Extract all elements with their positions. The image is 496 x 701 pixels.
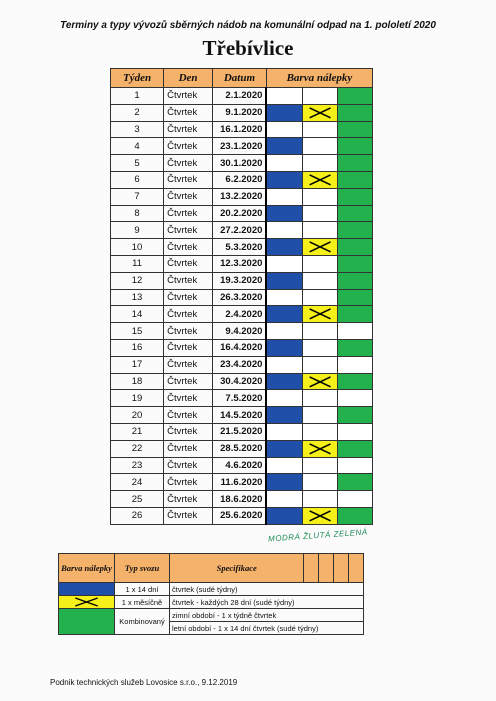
- blue-sticker-cell: [266, 507, 302, 524]
- day-cell: Čtvrtek: [164, 491, 213, 508]
- legend-header-row: [59, 554, 364, 583]
- week-cell: 5: [111, 155, 164, 172]
- yellow-sticker-cell: [302, 339, 337, 356]
- green-sticker-cell: [337, 255, 372, 272]
- cross-mark-icon: [303, 172, 337, 188]
- week-cell: 9: [111, 222, 164, 239]
- table-row: [111, 323, 373, 340]
- day-cell: Čtvrtek: [164, 155, 213, 172]
- day-cell: Čtvrtek: [164, 222, 213, 239]
- green-sticker-cell: [337, 323, 372, 340]
- table-row: [111, 222, 373, 239]
- table-row: [111, 423, 373, 440]
- date-cell: 21.5.2020: [212, 423, 266, 440]
- green-sticker-cell: [337, 474, 372, 491]
- table-row: [111, 239, 373, 256]
- date-cell: 14.5.2020: [212, 407, 266, 424]
- blue-sticker-cell: [266, 306, 302, 323]
- document-subtitle: Terminy a typy vývozů sběrných nádob na komunální odpad na 1. pololetí 2020: [60, 20, 436, 31]
- schedule-table: [110, 68, 373, 525]
- green-sticker-cell: [337, 356, 372, 373]
- yellow-sticker-cell: [302, 306, 337, 323]
- date-cell: 30.4.2020: [212, 373, 266, 390]
- table-row: [111, 306, 373, 323]
- week-cell: 15: [111, 323, 164, 340]
- blue-sticker-cell: [266, 457, 302, 474]
- week-cell: 4: [111, 138, 164, 155]
- cross-mark-icon: [61, 596, 112, 608]
- table-row: [111, 356, 373, 373]
- yellow-sticker-cell: [302, 407, 337, 424]
- legend-color-swatch: [59, 583, 115, 596]
- week-cell: 12: [111, 272, 164, 289]
- day-cell: Čtvrtek: [164, 272, 213, 289]
- week-cell: 19: [111, 390, 164, 407]
- cross-mark-icon: [303, 306, 337, 322]
- date-cell: 30.1.2020: [212, 155, 266, 172]
- date-cell: 23.4.2020: [212, 356, 266, 373]
- day-cell: Čtvrtek: [164, 474, 213, 491]
- week-cell: 8: [111, 205, 164, 222]
- yellow-sticker-cell: [302, 491, 337, 508]
- day-cell: Čtvrtek: [164, 138, 213, 155]
- table-row: [111, 205, 373, 222]
- date-cell: 16.4.2020: [212, 339, 266, 356]
- table-row: [111, 440, 373, 457]
- green-sticker-cell: [337, 440, 372, 457]
- green-sticker-cell: [337, 306, 372, 323]
- date-cell: 26.3.2020: [212, 289, 266, 306]
- yellow-sticker-cell: [302, 289, 337, 306]
- table-row: [111, 373, 373, 390]
- day-cell: Čtvrtek: [164, 121, 213, 138]
- blue-sticker-cell: [266, 104, 302, 121]
- date-cell: 28.5.2020: [212, 440, 266, 457]
- day-cell: Čtvrtek: [164, 188, 213, 205]
- day-cell: Čtvrtek: [164, 440, 213, 457]
- green-sticker-cell: [337, 121, 372, 138]
- date-cell: 20.2.2020: [212, 205, 266, 222]
- yellow-sticker-cell: [302, 440, 337, 457]
- cross-mark-icon: [303, 239, 337, 255]
- day-cell: Čtvrtek: [164, 171, 213, 188]
- yellow-sticker-cell: [302, 255, 337, 272]
- yellow-sticker-cell: [302, 121, 337, 138]
- green-sticker-cell: [337, 104, 372, 121]
- cross-mark-icon: [303, 441, 337, 457]
- yellow-sticker-cell: [302, 188, 337, 205]
- green-sticker-cell: [337, 239, 372, 256]
- green-sticker-cell: [337, 138, 372, 155]
- green-sticker-cell: [337, 339, 372, 356]
- table-row: [111, 171, 373, 188]
- table-row: [111, 272, 373, 289]
- day-cell: Čtvrtek: [164, 423, 213, 440]
- footer-text: Podnik technických služeb Lovosice s.r.o., 9.12.2019: [50, 678, 238, 687]
- green-sticker-cell: [337, 423, 372, 440]
- green-sticker-cell: [337, 88, 372, 105]
- date-cell: 7.5.2020: [212, 390, 266, 407]
- yellow-sticker-cell: [302, 272, 337, 289]
- blue-sticker-cell: [266, 239, 302, 256]
- day-cell: Čtvrtek: [164, 205, 213, 222]
- week-cell: 14: [111, 306, 164, 323]
- document-title: Třebívlice: [202, 36, 294, 60]
- yellow-sticker-cell: [302, 88, 337, 105]
- legend-row: [59, 609, 364, 622]
- table-row: [111, 390, 373, 407]
- blue-sticker-cell: [266, 171, 302, 188]
- blue-sticker-cell: [266, 356, 302, 373]
- blue-sticker-cell: [266, 222, 302, 239]
- blue-sticker-cell: [266, 138, 302, 155]
- green-sticker-cell: [337, 457, 372, 474]
- day-cell: Čtvrtek: [164, 289, 213, 306]
- table-row: [111, 138, 373, 155]
- day-cell: Čtvrtek: [164, 407, 213, 424]
- date-cell: 12.3.2020: [212, 255, 266, 272]
- legend-header-type: Typ svozu: [115, 554, 170, 583]
- blue-sticker-cell: [266, 121, 302, 138]
- table-row: [111, 88, 373, 105]
- table-row: [111, 289, 373, 306]
- green-sticker-cell: [337, 407, 372, 424]
- yellow-sticker-cell: [302, 104, 337, 121]
- green-sticker-cell: [337, 289, 372, 306]
- blue-sticker-cell: [266, 390, 302, 407]
- legend-spec: zimní období - 1 x týdně čtvrtek: [170, 609, 364, 622]
- table-row: [111, 507, 373, 524]
- date-cell: 4.6.2020: [212, 457, 266, 474]
- table-row: [111, 104, 373, 121]
- table-row: [111, 188, 373, 205]
- blue-sticker-cell: [266, 323, 302, 340]
- date-cell: 11.6.2020: [212, 474, 266, 491]
- schedule-header-row: [111, 69, 373, 88]
- legend-header-blank: [304, 554, 319, 583]
- date-cell: 2.1.2020: [212, 88, 266, 105]
- blue-sticker-cell: [266, 188, 302, 205]
- blue-sticker-cell: [266, 423, 302, 440]
- week-cell: 3: [111, 121, 164, 138]
- green-sticker-cell: [337, 373, 372, 390]
- blue-sticker-cell: [266, 474, 302, 491]
- yellow-sticker-cell: [302, 171, 337, 188]
- table-row: [111, 339, 373, 356]
- blue-sticker-cell: [266, 491, 302, 508]
- table-row: [111, 457, 373, 474]
- legend-row: [59, 596, 364, 609]
- date-cell: 27.2.2020: [212, 222, 266, 239]
- week-cell: 1: [111, 88, 164, 105]
- blue-sticker-cell: [266, 373, 302, 390]
- yellow-sticker-cell: [302, 507, 337, 524]
- table-row: [111, 121, 373, 138]
- cross-mark-icon: [303, 374, 337, 390]
- cross-mark-icon: [303, 105, 337, 121]
- week-cell: 18: [111, 373, 164, 390]
- table-row: [111, 474, 373, 491]
- legend-row: [59, 583, 364, 596]
- header-sticker-color: Barva nálepky: [266, 69, 372, 88]
- legend-header-color: Barva nálepky: [59, 554, 115, 583]
- header-date: Datum: [212, 69, 266, 88]
- day-cell: Čtvrtek: [164, 373, 213, 390]
- day-cell: Čtvrtek: [164, 339, 213, 356]
- date-cell: 9.1.2020: [212, 104, 266, 121]
- week-cell: 2: [111, 104, 164, 121]
- week-cell: 23: [111, 457, 164, 474]
- legend-type: 1 x měsíčně: [115, 596, 170, 609]
- green-sticker-cell: [337, 222, 372, 239]
- week-cell: 13: [111, 289, 164, 306]
- legend-color-swatch: [59, 596, 115, 609]
- week-cell: 7: [111, 188, 164, 205]
- yellow-sticker-cell: [302, 155, 337, 172]
- day-cell: Čtvrtek: [164, 306, 213, 323]
- yellow-sticker-cell: [302, 239, 337, 256]
- blue-sticker-cell: [266, 272, 302, 289]
- day-cell: Čtvrtek: [164, 104, 213, 121]
- handwritten-note: MODRÁ ŽLUTÁ ZELENÁ: [267, 527, 368, 544]
- legend-header-blank: [334, 554, 349, 583]
- blue-sticker-cell: [266, 407, 302, 424]
- week-cell: 17: [111, 356, 164, 373]
- week-cell: 26: [111, 507, 164, 524]
- day-cell: Čtvrtek: [164, 323, 213, 340]
- day-cell: Čtvrtek: [164, 88, 213, 105]
- day-cell: Čtvrtek: [164, 356, 213, 373]
- yellow-sticker-cell: [302, 222, 337, 239]
- yellow-sticker-cell: [302, 457, 337, 474]
- date-cell: 18.6.2020: [212, 491, 266, 508]
- green-sticker-cell: [337, 390, 372, 407]
- week-cell: 22: [111, 440, 164, 457]
- legend-type: 1 x 14 dní: [115, 583, 170, 596]
- legend-table: [58, 553, 364, 635]
- yellow-sticker-cell: [302, 323, 337, 340]
- green-sticker-cell: [337, 491, 372, 508]
- header-day: Den: [164, 69, 213, 88]
- green-sticker-cell: [337, 188, 372, 205]
- table-row: [111, 407, 373, 424]
- green-sticker-cell: [337, 171, 372, 188]
- table-row: [111, 155, 373, 172]
- date-cell: 23.1.2020: [212, 138, 266, 155]
- blue-sticker-cell: [266, 88, 302, 105]
- blue-sticker-cell: [266, 205, 302, 222]
- day-cell: Čtvrtek: [164, 239, 213, 256]
- blue-sticker-cell: [266, 155, 302, 172]
- blue-sticker-cell: [266, 255, 302, 272]
- date-cell: 6.2.2020: [212, 171, 266, 188]
- date-cell: 25.6.2020: [212, 507, 266, 524]
- date-cell: 16.1.2020: [212, 121, 266, 138]
- table-row: [111, 491, 373, 508]
- week-cell: 6: [111, 171, 164, 188]
- week-cell: 16: [111, 339, 164, 356]
- legend-header-blank: [348, 554, 363, 583]
- legend-header-blank: [319, 554, 334, 583]
- legend-spec: letní období - 1 x 14 dní čtvrtek (sudé týdny): [170, 622, 364, 635]
- green-sticker-cell: [337, 272, 372, 289]
- day-cell: Čtvrtek: [164, 507, 213, 524]
- legend-type: Kombinovaný: [115, 609, 170, 635]
- week-cell: 25: [111, 491, 164, 508]
- day-cell: Čtvrtek: [164, 255, 213, 272]
- date-cell: 19.3.2020: [212, 272, 266, 289]
- week-cell: 20: [111, 407, 164, 424]
- header-week: Týden: [111, 69, 164, 88]
- day-cell: Čtvrtek: [164, 390, 213, 407]
- date-cell: 2.4.2020: [212, 306, 266, 323]
- yellow-sticker-cell: [302, 205, 337, 222]
- blue-sticker-cell: [266, 339, 302, 356]
- green-sticker-cell: [337, 155, 372, 172]
- legend-spec: čtvrtek (sudé týdny): [170, 583, 364, 596]
- yellow-sticker-cell: [302, 138, 337, 155]
- yellow-sticker-cell: [302, 390, 337, 407]
- week-cell: 10: [111, 239, 164, 256]
- week-cell: 11: [111, 255, 164, 272]
- yellow-sticker-cell: [302, 474, 337, 491]
- date-cell: 9.4.2020: [212, 323, 266, 340]
- legend-color-swatch: [59, 609, 115, 635]
- yellow-sticker-cell: [302, 423, 337, 440]
- table-row: [111, 255, 373, 272]
- legend-spec: čtvrtek - každých 28 dní (sudé týdny): [170, 596, 364, 609]
- week-cell: 21: [111, 423, 164, 440]
- date-cell: 5.3.2020: [212, 239, 266, 256]
- cross-mark-icon: [303, 508, 337, 524]
- legend-header-spec: Specifikace: [170, 554, 304, 583]
- yellow-sticker-cell: [302, 356, 337, 373]
- day-cell: Čtvrtek: [164, 457, 213, 474]
- blue-sticker-cell: [266, 440, 302, 457]
- green-sticker-cell: [337, 205, 372, 222]
- week-cell: 24: [111, 474, 164, 491]
- yellow-sticker-cell: [302, 373, 337, 390]
- green-sticker-cell: [337, 507, 372, 524]
- blue-sticker-cell: [266, 289, 302, 306]
- date-cell: 13.2.2020: [212, 188, 266, 205]
